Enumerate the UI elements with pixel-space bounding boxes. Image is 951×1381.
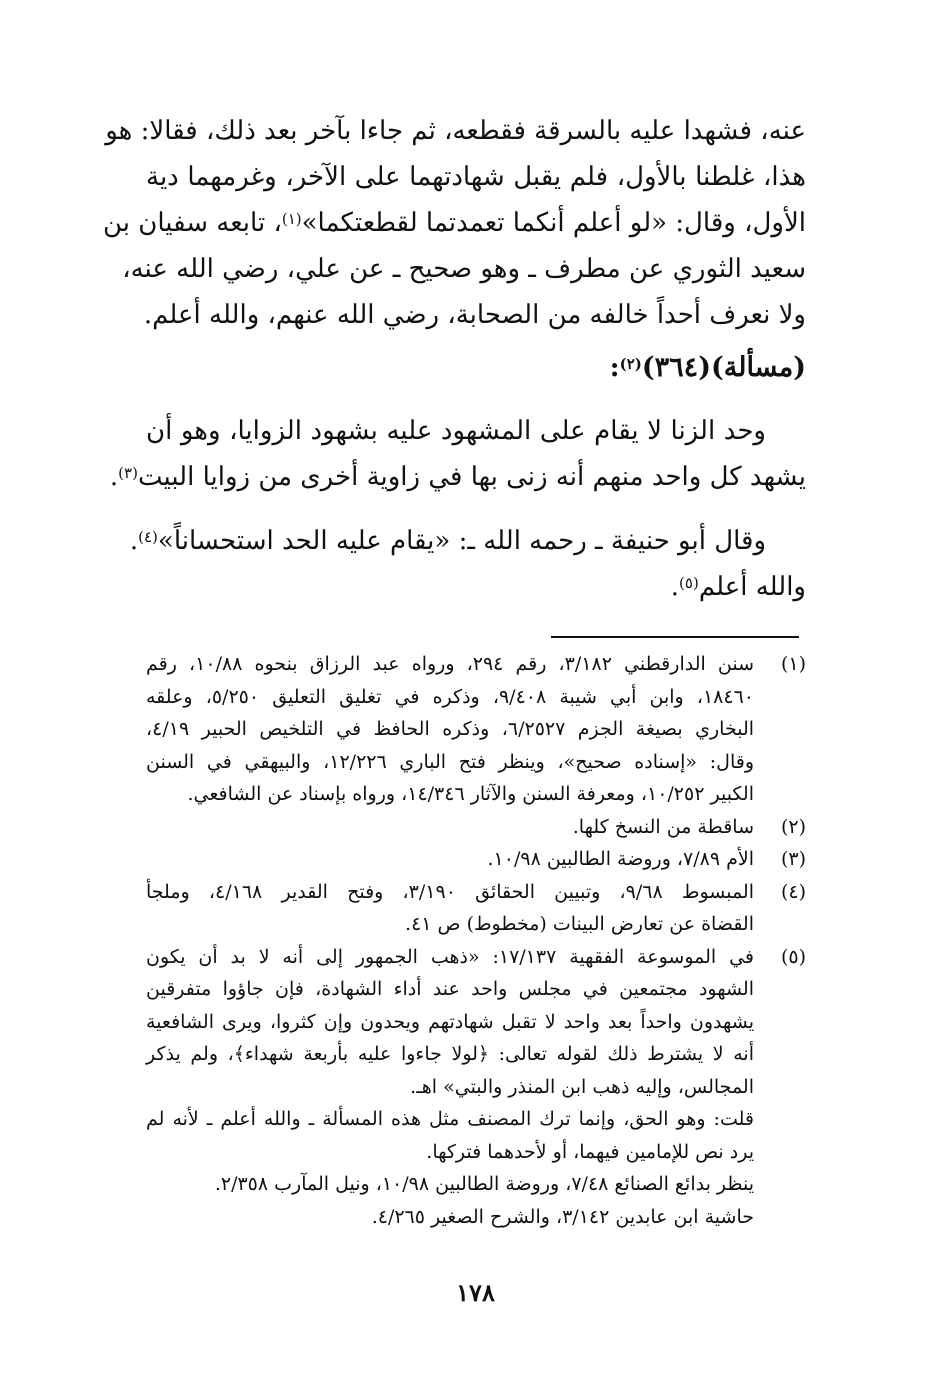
paragraph-abu-hanifa-end: . xyxy=(129,526,139,556)
paragraph-abu-hanifa-text: وقال أبو حنيفة ـ رحمه الله ـ: «يقام عليه الحد استحساناً» xyxy=(157,526,766,556)
main-line-3-tail: ، تابعه سفيان بن xyxy=(102,208,282,238)
footnote-line: الأم ٧/٨٩، وروضة الطالبين ١٠/٩٨. xyxy=(487,848,754,870)
paragraph-abu-hanifa xyxy=(129,518,806,610)
footnote-ref-4[interactable]: (٤) xyxy=(138,528,158,546)
footnote-line: يرد نص للإمامين فيهما، أو لأحدهما فتركها. xyxy=(426,1140,754,1163)
footnote-line: ينظر بدائع الصنائع ٧/٤٨، وروضة الطالبين ١٠/٩٨، ونيل المآرب ٢/٣٥٨. xyxy=(214,1173,754,1195)
footnote-body xyxy=(146,648,754,811)
footnote-line: يشهدون واحداً بعد واحد لا تقبل شهادتهم ويحدون وإن كثروا، ويرى الشافعية xyxy=(146,1010,754,1033)
footnote-line: حاشية ابن عابدين ٣/١٤٢، والشرح الصغير ٤/٢٦٥. xyxy=(371,1205,754,1228)
footnote-line: أنه لا يشترط ذلك لقوله تعالى: ﴿لولا جاءوا عليه بأربعة شهداء﴾، ولم يذكر xyxy=(146,1043,754,1065)
footnote-number: (٥) xyxy=(780,945,806,968)
issue-heading-text: (مسألة)(٣٦٤) xyxy=(641,352,806,383)
footnote-ref-3[interactable]: (٣) xyxy=(118,464,138,482)
main-line-1: عنه، فشهدا عليه بالسرقة فقطعه، ثم جاءا بآخر بعد ذلك، فقالا: هو xyxy=(105,116,806,146)
main-line-2: هذا، غلطنا بالأول، فلم يقبل شهادتهما على الآخر، وغرمهما دية xyxy=(146,162,806,192)
footnote-line: وقال: «إسناده صحيح»، وينظر فتح الباري ١٢/٢٢٦، والبيهقي في السنن xyxy=(146,750,754,773)
footnote-line: المبسوط ٩/٦٨، وتبيين الحقائق ٣/١٩٠، وفتح القدير ٤/١٦٨، وملجأ xyxy=(146,880,754,903)
paragraph-abu-hanifa-line-1 xyxy=(129,518,806,564)
footnote-line: سنن الدارقطني ٣/١٨٢، رقم ٢٩٤، ورواه عبد الرزاق بنحوه ١٠/٨٨، رقم xyxy=(146,653,755,675)
footnote-line: المجالس، وإليه ذهب ابن المنذر والبتي» اهـ. xyxy=(410,1075,754,1098)
footnote-line: في الموسوعة الفقهية ١٧/١٣٧: «ذهب الجمهور إلى أنه لا بد أن يكون xyxy=(146,945,754,968)
footnote-separator xyxy=(551,636,799,638)
footnote-3 xyxy=(146,843,806,876)
footnote-line: ساقطة من النسخ كلها. xyxy=(572,815,754,838)
main-line-5: ولا نعرف أحداً خالفه من الصحابة، رضي الله عنهم، والله أعلم. xyxy=(143,300,806,330)
footnote-2 xyxy=(146,811,806,844)
footnote-ref-2[interactable]: (٢) xyxy=(619,355,642,373)
paragraph-zina-end: . xyxy=(109,462,119,492)
issue-heading xyxy=(146,345,806,391)
footnote-line: البخاري بصيغة الجزم ٦/٢٥٢٧، وذكره الحافظ في التلخيص الحبير ٤/١٩، xyxy=(146,718,755,740)
issue-heading-suffix: : xyxy=(609,352,620,383)
footnotes xyxy=(146,648,806,1233)
footnote-number: (٣) xyxy=(780,848,806,870)
footnote-body xyxy=(146,843,754,876)
paragraph-zina xyxy=(109,408,806,500)
footnote-1 xyxy=(146,648,806,811)
footnote-line: ١٨٤٦٠، وابن أبي شيبة ٩/٤٠٨، وذكره في تغليق التعليق ٥/٢٥٠، وعلقه xyxy=(146,685,754,708)
wallahu-alam-text: والله أعلم xyxy=(698,572,806,602)
footnote-5 xyxy=(146,941,806,1234)
main-line-3-text: الأول، وقال: «لو أعلم أنكما تعمدتما لقطعتكما» xyxy=(301,208,806,238)
footnote-number: (٤) xyxy=(780,880,806,903)
paragraph-zina-line-2-text: يشهد كل واحد منهم أنه زنى بها في زاوية أخرى من زوايا البيت xyxy=(137,462,806,492)
footnote-body xyxy=(146,811,754,844)
footnote-body xyxy=(146,876,754,941)
footnote-body xyxy=(146,941,754,1234)
footnote-4 xyxy=(146,876,806,941)
paragraph-zina-line-2 xyxy=(109,454,806,500)
footnote-line: الكبير ١٠/٢٥٢، ومعرفة السنن والآثار ١٤/٣٤٦، ورواه بإسناد عن الشافعي. xyxy=(187,783,754,805)
main-paragraph xyxy=(102,108,806,338)
footnote-number: (١) xyxy=(780,653,806,675)
paragraph-abu-hanifa-line-2 xyxy=(146,564,806,610)
main-line-3 xyxy=(102,200,806,246)
main-line-4: سعيد الثوري عن مطرف ـ وهو صحيح ـ عن علي، رضي الله عنه، xyxy=(122,254,806,284)
page-number: ١٧٨ xyxy=(456,1278,495,1307)
footnote-line: قلت: وهو الحق، وإنما ترك المصنف مثل هذه المسألة ـ والله أعلم ـ لأنه لم xyxy=(146,1108,754,1130)
footnote-number: (٢) xyxy=(780,815,806,838)
footnote-ref-5[interactable]: (٥) xyxy=(679,574,699,592)
footnote-line: الشهود مجتمعين في مجلس واحد عند أداء الشهادة، فإن جاؤوا متفرقين xyxy=(146,978,754,1000)
paragraph-zina-line-1: وحد الزنا لا يقام على المشهود عليه بشهود الزوايا، وهو أن xyxy=(146,416,766,446)
footnote-line: القضاة عن تعارض البينات (مخطوط) ص ٤١. xyxy=(405,913,754,935)
footnote-ref-1[interactable]: (١) xyxy=(281,210,302,228)
wallahu-alam-end: . xyxy=(670,572,680,602)
